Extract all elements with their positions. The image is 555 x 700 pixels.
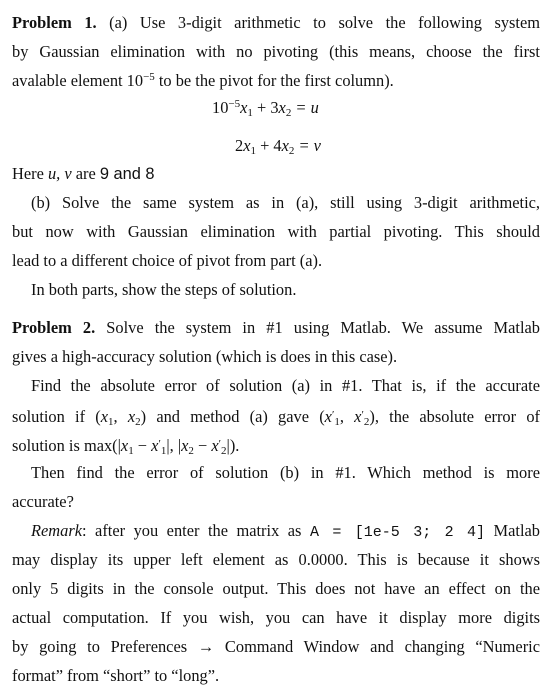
problem2-line-4: solution if ($x_1$, $x_2$) and method (a) gave ($x'_1$, $x'_2$), the absolute error of [12,407,540,428]
remark-line-6: format” from “short” to “long”. [12,666,220,685]
problem1-b-line-1: (b) Solve the same system as in (a), still using 3-digit arithmetic, [31,193,540,212]
problem1-b-line-2: but now with Gaussian elimination with partial pivoting. This should [12,222,540,241]
problem2-title: Problem 2. [12,318,96,337]
pivot-exponent: −5 [143,71,155,83]
problem1-line-3 [12,71,540,91]
pivot-text-pre: avalable element 10 [12,71,144,90]
problem2-line-5: solution is $\max(|x_1 - x'_1|$, $|x_2 - x'_2|$). [12,436,240,457]
pivot-text-post: to be the pivot for the first column). [154,71,394,90]
problem2-line-1: Problem 2. Solve the system in #1 using Matlab. We assume Matlab [12,318,540,337]
remark-line-1: Remark: after you enter the matrix as A = [1e-5 3; 2 4] Matlab [31,521,540,541]
remark-line-5: by going to Preferences → Command Window and changing “Numeric [12,637,540,656]
equation-1: $10^{-5}x_1 + 3x_2 = u$ [212,98,319,119]
problem1-line-2: by Gaussian elimination with no pivoting (this means, choose the first [12,42,540,61]
problem2-line-6: Then find the error of solution (b) in #1. Which method is more [31,463,540,482]
remark-label: Remark [31,521,82,540]
problem1-a-text-1: (a) Use 3-digit arithmetic to solve the following system [109,13,540,32]
matlab-code: A = [1e-5 3; 2 4] [309,524,486,541]
problem2-line-7: accurate? [12,492,74,511]
here-variables: u, v [47,164,72,183]
problem1-line-1 [12,13,540,33]
problem1-both-parts: In both parts, show the steps of solution. [31,280,297,299]
remark-line-4: actual computation. If you wish, you can have it display more digits [12,608,540,627]
equation-2: $2x_1 + 4x_2 = v$ [235,136,321,157]
remark-line-3: only 5 digits in the console output. This does not have an effect on the [12,579,540,598]
here-values: 9 and 8 [99,165,155,183]
problem1-title: Problem 1. [12,13,97,32]
here-line: Here u, v are 9 and 8 [12,164,155,183]
problem2-line-2: gives a high-accuracy solution (which is does in this case). [12,347,398,366]
problem2-line-3: Find the absolute error of solution (a) in #1. That is, if the accurate [31,376,540,395]
remark-line-2: may display its upper left element as 0.0000. This is because it shows [12,550,540,569]
problem1-b-line-3: lead to a different choice of pivot from part (a). [12,251,323,270]
